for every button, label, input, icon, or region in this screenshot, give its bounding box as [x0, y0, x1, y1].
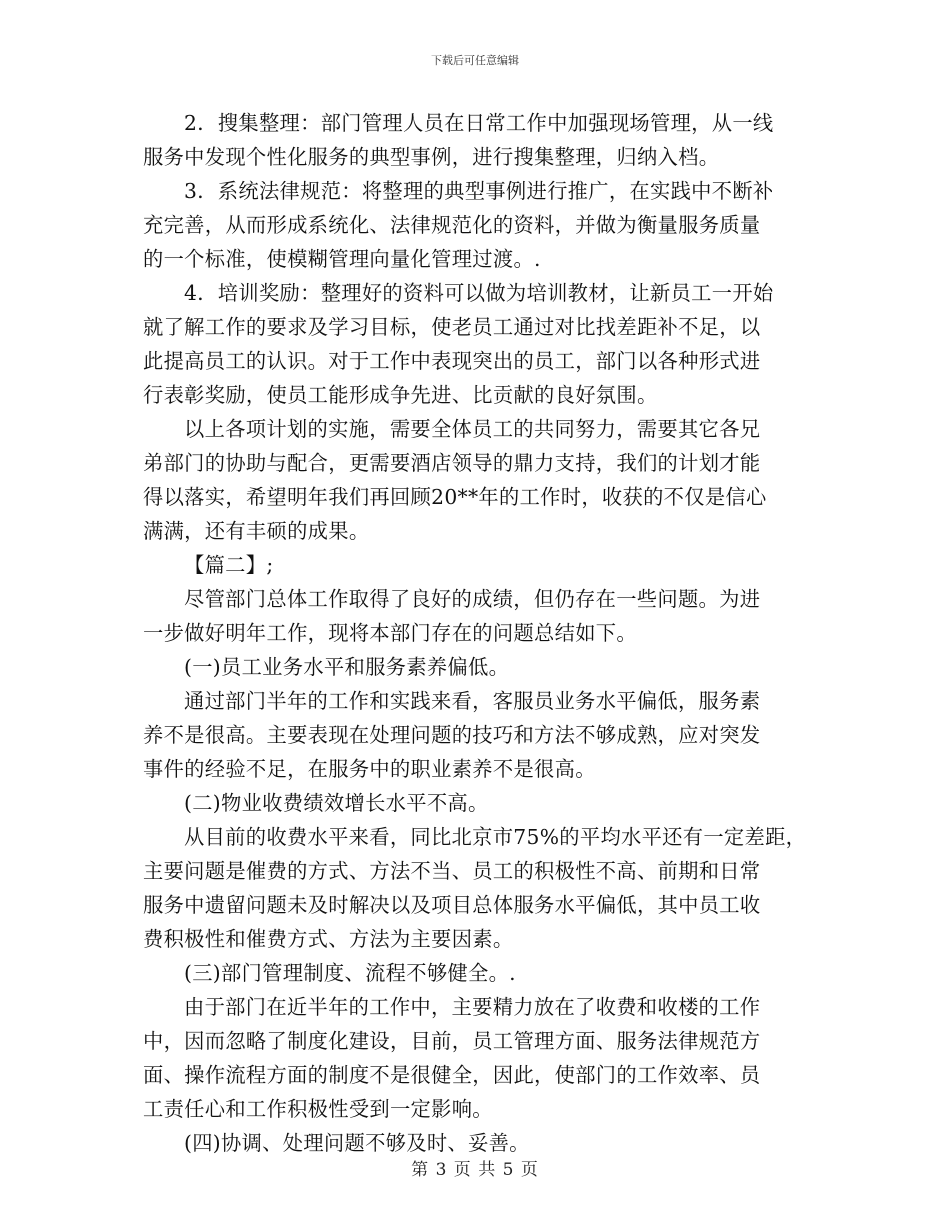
- text-line: 以上各项计划的实施，需要全体员工的共同努力，需要其它各兄: [184, 417, 761, 441]
- text-line: 【篇二】;: [184, 553, 274, 577]
- text-line: 服务中遗留问题未及时解决以及项目总体服务水平偏低，其中员工收: [143, 893, 761, 917]
- text-line: 弟部门的协助与配合，更需要酒店领导的鼎力支持，我们的计划才能: [143, 451, 761, 475]
- text-line: 一步做好明年工作，现将本部门存在的问题总结如下。: [143, 621, 637, 645]
- text-line: 从目前的收费水平来看，同比北京市75%的平均水平还有一定差距，: [184, 825, 807, 849]
- text-line: (三)部门管理制度、流程不够健全。.: [184, 961, 516, 985]
- text-line: 费积极性和催费方式、方法为主要因素。: [143, 927, 514, 951]
- text-line: 主要问题是催费的方式、方法不当、员工的积极性不高、前期和日常: [143, 859, 761, 883]
- text-line: (一)员工业务水平和服务素养偏低。: [184, 655, 510, 679]
- text-line: 由于部门在近半年的工作中，主要精力放在了收费和收楼的工作: [184, 995, 761, 1019]
- document-body: [143, 106, 808, 1160]
- text-line: 此提高员工的认识。对于工作中表现突出的员工，部门以各种形式进: [143, 349, 761, 373]
- page-footer: 第 3 页 共 5 页: [411, 1160, 539, 1180]
- text-line: 2．搜集整理：部门管理人员在日常工作中加强现场管理，从一线: [184, 111, 774, 135]
- text-line: 4．培训奖励：整理好的资料可以做为培训教材，让新员工一开始: [184, 281, 774, 305]
- text-line: 充完善，从而形成系统化、法律规范化的资料，并做为衡量服务质量: [143, 213, 761, 237]
- text-line: 得以落实，希望明年我们再回顾20**年的工作时，收获的不仅是信心: [143, 485, 767, 509]
- text-line: 面、操作流程方面的制度不是很健全，因此，使部门的工作效率、员: [143, 1063, 761, 1087]
- text-line: (二)物业收费绩效增长水平不高。: [184, 791, 489, 815]
- page-header: 下载后可任意编辑: [431, 54, 519, 67]
- text-line: 通过部门半年的工作和实践来看，客服员业务水平偏低，服务素: [184, 689, 761, 713]
- text-line: 养不是很高。主要表现在处理问题的技巧和方法不够成熟，应对突发: [143, 723, 761, 747]
- text-line: (四)协调、处理问题不够及时、妥善。: [184, 1131, 530, 1155]
- text-line: 事件的经验不足，在服务中的职业素养不是很高。: [143, 757, 596, 781]
- text-line: 尽管部门总体工作取得了良好的成绩，但仍存在一些问题。为进: [184, 587, 761, 611]
- text-line: 行表彰奖励，使员工能形成争先进、比贡献的良好氛围。: [143, 383, 658, 407]
- text-line: 3．系统法律规范：将整理的典型事例进行推广，在实践中不断补: [184, 179, 774, 203]
- text-line: 的一个标准，使模糊管理向量化管理过渡。.: [143, 247, 541, 271]
- text-line: 满满，还有丰硕的成果。: [143, 519, 370, 543]
- text-line: 就了解工作的要求及学习目标，使老员工通过对比找差距补不足，以: [143, 315, 761, 339]
- text-line: 中，因而忽略了制度化建设，目前，员工管理方面、服务法律规范方: [143, 1029, 761, 1053]
- text-line: 服务中发现个性化服务的典型事例，进行搜集整理，归纳入档。: [143, 145, 720, 169]
- text-line: 工责任心和工作积极性受到一定影响。: [143, 1097, 493, 1121]
